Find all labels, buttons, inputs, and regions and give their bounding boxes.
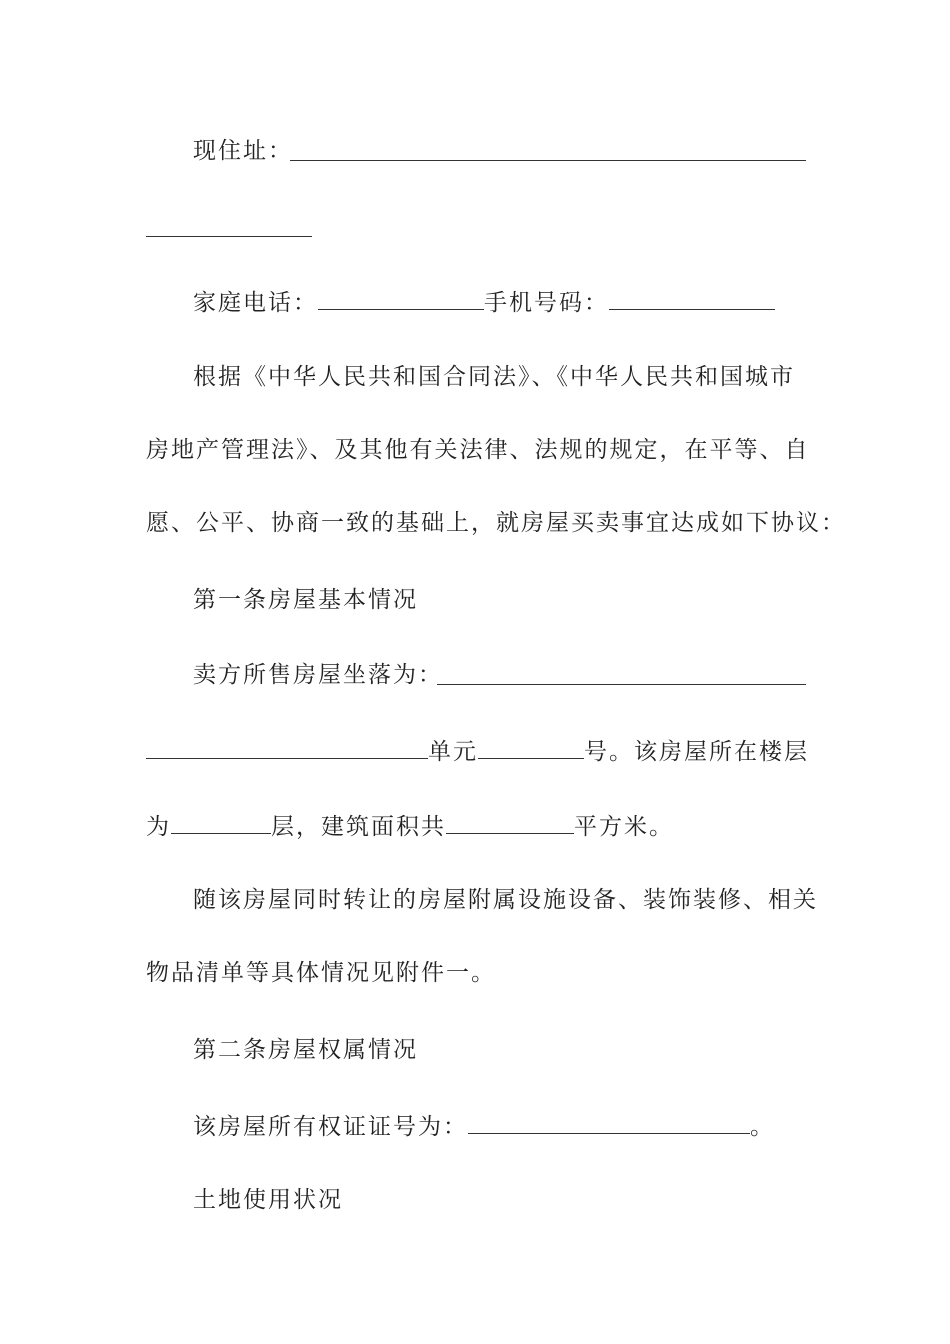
- location-blank[interactable]: [437, 684, 806, 685]
- floor-line: [146, 805, 806, 845]
- basis-paragraph-line-2: [146, 430, 810, 470]
- mobile-blank[interactable]: [609, 281, 775, 310]
- address-blank-continued[interactable]: [146, 236, 312, 237]
- attachments-text-1: 随该房屋同时转让的房屋附属设施设备、装饰装修、相关: [193, 887, 818, 913]
- attachments-line-2: [146, 953, 806, 993]
- certificate-blank[interactable]: [468, 1105, 750, 1134]
- location-blank-continued[interactable]: [146, 730, 428, 759]
- land-use-title: [193, 1180, 806, 1220]
- area-blank[interactable]: [446, 805, 574, 834]
- location-label: 卖方所售房屋坐落为：: [193, 662, 443, 688]
- basis-paragraph-line-3: [146, 503, 846, 543]
- mobile-label: 手机号码：: [484, 290, 609, 316]
- unit-text: 单元: [428, 739, 478, 765]
- phone-line: [193, 281, 806, 321]
- unit-number-blank[interactable]: [478, 730, 584, 759]
- address-label: 现住址：: [193, 138, 293, 164]
- basis-paragraph-line-1: [193, 357, 806, 397]
- attachments-text-2: 物品清单等具体情况见附件一。: [146, 960, 496, 986]
- home-phone-label: 家庭电话：: [193, 290, 318, 316]
- certificate-label: 该房屋所有权证证号为：: [193, 1114, 468, 1140]
- number-text: 号。该房屋所在楼层: [584, 739, 809, 765]
- article1-title: [193, 580, 806, 620]
- article2-title-text: 第二条房屋权属情况: [193, 1037, 418, 1063]
- certificate-end: 。: [750, 1114, 775, 1140]
- unit-line: [146, 730, 809, 770]
- floor-prefix: 为: [146, 814, 171, 840]
- floor-blank[interactable]: [171, 805, 271, 834]
- basis-text-2: 房地产管理法》、及其他有关法律、法规的规定，在平等、自: [146, 437, 810, 463]
- attachments-line-1: [193, 880, 818, 920]
- certificate-line: [193, 1105, 806, 1145]
- article1-title-text: 第一条房屋基本情况: [193, 587, 418, 613]
- address-line: [193, 131, 806, 171]
- basis-text-3: 愿、公平、协商一致的基础上，就房屋买卖事宜达成如下协议：: [146, 510, 846, 536]
- address-blank[interactable]: [290, 160, 806, 161]
- basis-text-1: 根据《中华人民共和国合同法》、《中华人民共和国城市: [193, 364, 795, 390]
- area-unit: 平方米。: [574, 814, 674, 840]
- article2-title: [193, 1030, 806, 1070]
- land-use-title-text: 土地使用状况: [193, 1187, 343, 1213]
- floor-text: 层，建筑面积共: [271, 814, 446, 840]
- home-phone-blank[interactable]: [318, 281, 484, 310]
- location-line: [193, 655, 806, 695]
